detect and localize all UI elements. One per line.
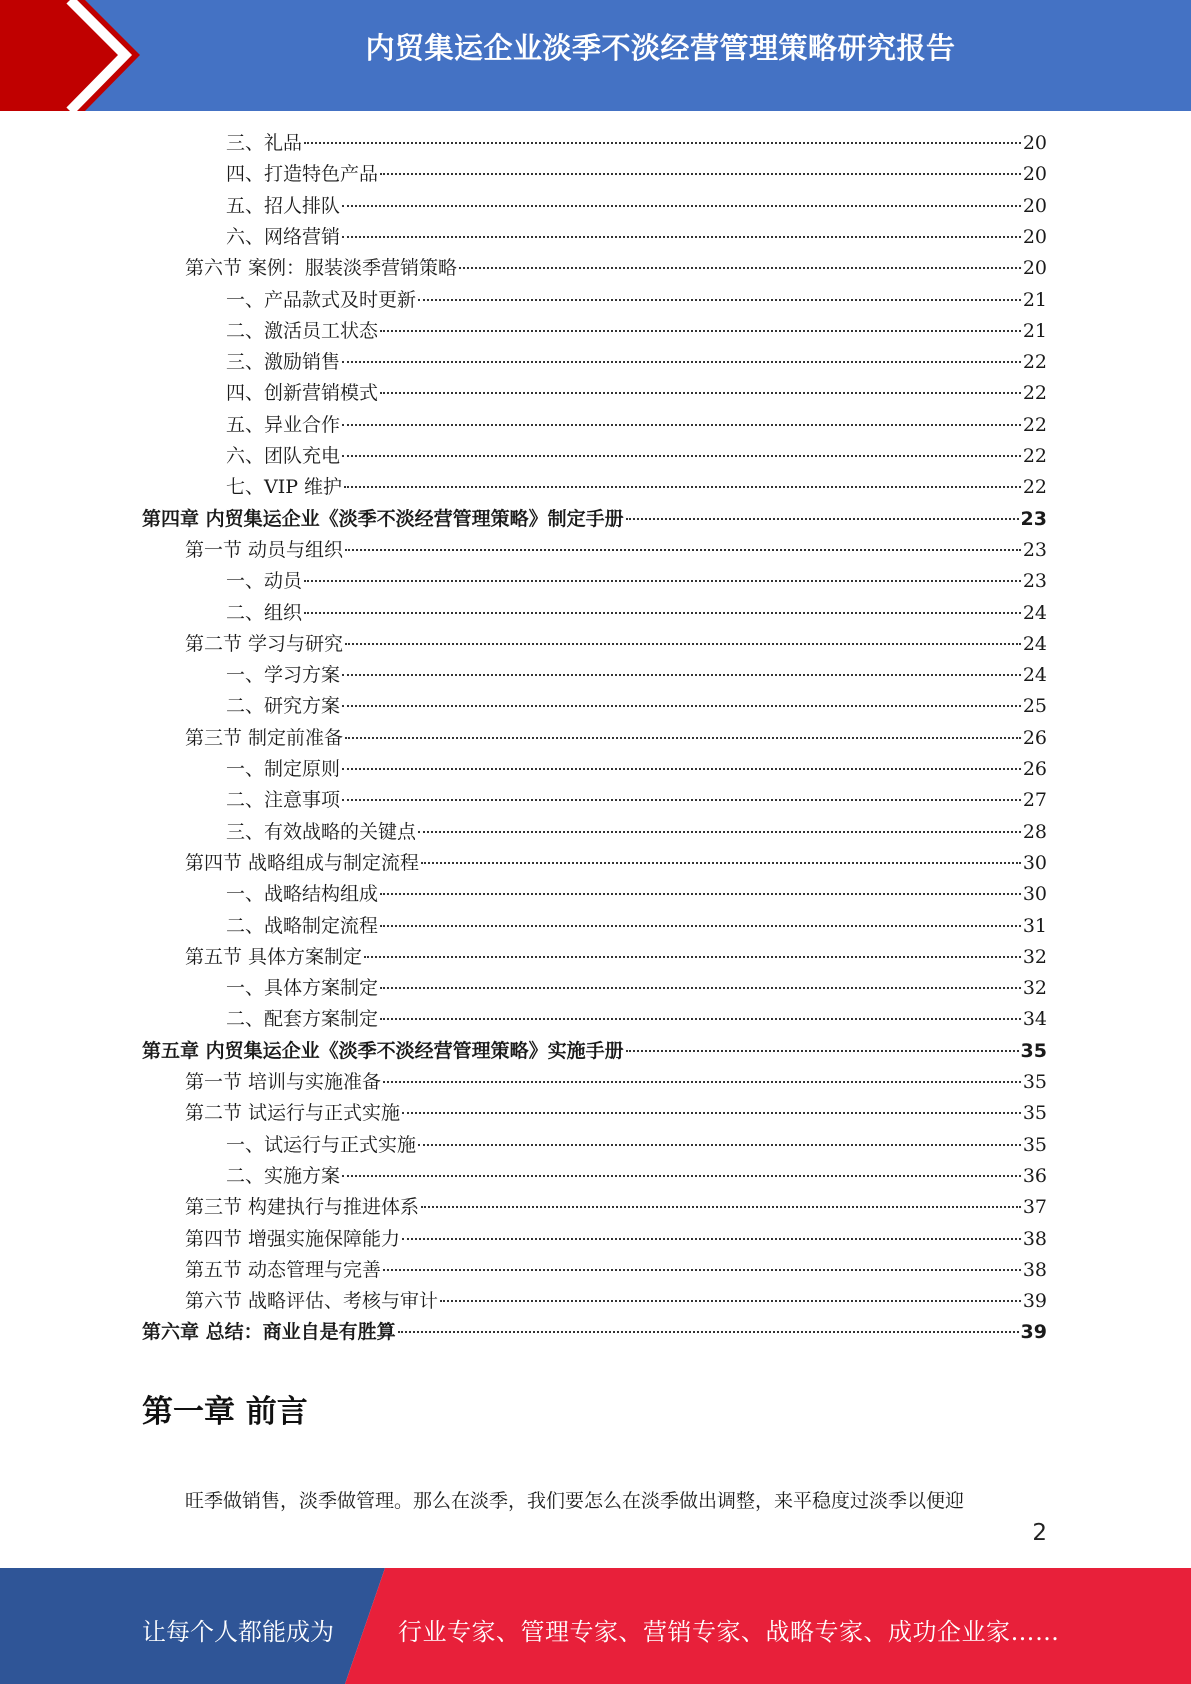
toc-entry-page: 22 <box>1022 351 1047 374</box>
toc-leader-dots <box>402 1238 1021 1240</box>
toc-section-entry[interactable] <box>185 1224 1047 1255</box>
toc-entry-page: 20 <box>1022 194 1047 217</box>
toc-leader-dots <box>342 1175 1021 1177</box>
page-footer <box>0 1568 1191 1684</box>
toc-entry-label: 第二节 试运行与正式实施 <box>185 1102 401 1125</box>
toc-entry-page: 20 <box>1022 163 1047 186</box>
toc-leader-dots <box>304 580 1021 582</box>
toc-subsection-entry[interactable] <box>226 222 1047 253</box>
toc-leader-dots <box>383 1269 1021 1271</box>
toc-leader-dots <box>345 643 1021 645</box>
toc-entry-page: 23 <box>1022 538 1047 561</box>
toc-entry-page: 35 <box>1022 1133 1047 1156</box>
toc-entry-page: 36 <box>1022 1164 1047 1187</box>
toc-subsection-entry[interactable] <box>226 879 1047 910</box>
toc-leader-dots <box>380 173 1021 175</box>
toc-entry-label: 第六节 战略评估、考核与审计 <box>185 1290 439 1313</box>
toc-leader-dots <box>345 737 1021 739</box>
toc-leader-dots <box>342 424 1021 426</box>
toc-leader-dots <box>418 1144 1021 1146</box>
toc-section-entry[interactable] <box>185 1192 1047 1223</box>
toc-subsection-entry[interactable] <box>226 660 1047 691</box>
toc-entry-label: 第一节 培训与实施准备 <box>185 1071 382 1093</box>
toc-entry-page: 30 <box>1022 851 1047 874</box>
toc-entry-page: 38 <box>1022 1258 1047 1281</box>
toc-entry-label: 一、试运行与正式实施 <box>226 1133 417 1156</box>
toc-entry-label: 一、制定原则 <box>226 758 341 780</box>
toc-leader-dots <box>344 486 1021 488</box>
toc-entry-page: 28 <box>1022 820 1047 843</box>
toc-entry-page: 26 <box>1022 726 1047 749</box>
toc-subsection-entry[interactable] <box>226 347 1047 378</box>
toc-subsection-entry[interactable] <box>226 973 1047 1004</box>
toc-entry-label: 第四节 战略组成与制定流程 <box>185 851 420 874</box>
toc-entry-label: 二、注意事项 <box>226 789 341 812</box>
toc-leader-dots <box>626 518 1019 520</box>
chapter-heading: 第一章 前言 <box>142 1394 308 1430</box>
toc-section-entry[interactable] <box>185 723 1047 754</box>
toc-entry-page: 21 <box>1022 319 1047 342</box>
toc-entry-label: 第六章 总结：商业自是有胜算 <box>142 1321 396 1344</box>
toc-section-entry[interactable] <box>185 1255 1047 1286</box>
toc-leader-dots <box>421 862 1021 864</box>
toc-leader-dots <box>304 612 1021 614</box>
toc-entry-page: 39 <box>1020 1321 1047 1344</box>
toc-subsection-entry[interactable] <box>226 159 1047 190</box>
toc-subsection-entry[interactable] <box>226 285 1047 316</box>
toc-leader-dots <box>304 142 1021 144</box>
toc-leader-dots <box>418 299 1021 301</box>
toc-leader-dots <box>440 1300 1021 1302</box>
toc-entry-page: 35 <box>1022 1071 1047 1093</box>
toc-entry-label: 第六节 案例：服装淡季营销策略 <box>185 257 458 280</box>
toc-subsection-entry[interactable] <box>226 128 1047 159</box>
toc-entry-label: 二、研究方案 <box>226 695 341 718</box>
toc-leader-dots <box>345 549 1021 551</box>
toc-entry-page: 38 <box>1022 1227 1047 1250</box>
toc-subsection-entry[interactable] <box>226 441 1047 472</box>
toc-leader-dots <box>380 1018 1021 1020</box>
toc-leader-dots <box>459 267 1021 269</box>
toc-subsection-entry[interactable] <box>226 316 1047 347</box>
toc-entry-label: 三、有效战略的关键点 <box>226 820 417 843</box>
toc-entry-page: 22 <box>1022 445 1047 467</box>
toc-subsection-entry[interactable] <box>226 754 1047 785</box>
toc-subsection-entry[interactable] <box>226 691 1047 722</box>
toc-subsection-entry[interactable] <box>226 410 1047 441</box>
toc-section-entry[interactable] <box>185 1067 1047 1098</box>
toc-subsection-entry[interactable] <box>226 1004 1047 1035</box>
toc-entry-page: 24 <box>1022 601 1047 624</box>
toc-leader-dots <box>342 361 1021 363</box>
toc-entry-label: 六、网络营销 <box>226 225 341 248</box>
toc-subsection-entry[interactable] <box>226 598 1047 629</box>
toc-entry-label: 三、激励销售 <box>226 351 341 374</box>
toc-entry-label: 第五节 动态管理与完善 <box>185 1258 382 1281</box>
toc-entry-page: 30 <box>1022 883 1047 906</box>
toc-entry-label: 第一节 动员与组织 <box>185 538 344 561</box>
toc-leader-dots <box>380 893 1021 895</box>
toc-entry-page: 22 <box>1022 476 1047 499</box>
toc-leader-dots <box>342 705 1021 707</box>
toc-subsection-entry[interactable] <box>226 817 1047 848</box>
toc-entry-label: 二、激活员工状态 <box>226 319 379 342</box>
toc-section-entry[interactable] <box>185 848 1047 879</box>
toc-entry-page: 20 <box>1022 132 1047 154</box>
toc-subsection-entry[interactable] <box>226 1130 1047 1161</box>
toc-leader-dots <box>342 205 1021 207</box>
toc-section-entry[interactable] <box>185 1098 1047 1129</box>
toc-entry-label: 五、异业合作 <box>226 413 341 436</box>
toc-leader-dots <box>342 674 1021 676</box>
toc-chapter-entry[interactable] <box>142 1036 1047 1067</box>
toc-section-entry[interactable] <box>185 942 1047 973</box>
toc-entry-label: 五、招人排队 <box>226 194 341 217</box>
toc-leader-dots <box>342 768 1021 770</box>
toc-entry-label: 一、战略结构组成 <box>226 883 379 906</box>
toc-subsection-entry[interactable] <box>226 785 1047 816</box>
toc-entry-label: 二、战略制定流程 <box>226 914 379 937</box>
toc-entry-page: 20 <box>1022 225 1047 248</box>
toc-entry-page: 39 <box>1022 1290 1047 1313</box>
toc-entry-page: 25 <box>1022 695 1047 718</box>
toc-entry-label: 第四节 增强实施保障能力 <box>185 1227 401 1250</box>
toc-entry-page: 20 <box>1022 257 1047 280</box>
toc-entry-label: 二、实施方案 <box>226 1164 341 1187</box>
toc-entry-label: 第三节 制定前准备 <box>185 726 344 749</box>
toc-leader-dots <box>380 330 1021 332</box>
toc-leader-dots <box>380 987 1021 989</box>
toc-entry-page: 23 <box>1020 507 1047 530</box>
toc-leader-dots <box>380 392 1021 394</box>
toc-leader-dots <box>342 236 1021 238</box>
toc-entry-label: 第三节 构建执行与推进体系 <box>185 1196 420 1219</box>
toc-leader-dots <box>402 1112 1021 1114</box>
toc-leader-dots <box>383 1081 1021 1083</box>
toc-entry-page: 21 <box>1022 288 1047 311</box>
page-header <box>0 0 1191 111</box>
toc-section-entry[interactable] <box>185 535 1047 566</box>
toc-leader-dots <box>626 1050 1019 1052</box>
toc-leader-dots <box>342 455 1021 457</box>
toc-subsection-entry[interactable] <box>226 911 1047 942</box>
toc-entry-page: 37 <box>1022 1196 1047 1219</box>
toc-entry-label: 二、组织 <box>226 601 303 624</box>
toc-entry-label: 四、打造特色产品 <box>226 163 379 186</box>
toc-entry-page: 23 <box>1022 570 1047 593</box>
toc-entry-page: 32 <box>1022 977 1047 1000</box>
toc-entry-page: 22 <box>1022 382 1047 405</box>
page-number: 2 <box>1032 1520 1047 1546</box>
toc-section-entry[interactable] <box>185 253 1047 284</box>
toc-entry-label: 第四章 内贸集运企业《淡季不淡经营管理策略》制定手册 <box>142 507 624 530</box>
toc-entry-label: 第二节 学习与研究 <box>185 632 344 655</box>
toc-entry-page: 27 <box>1022 789 1047 812</box>
toc-subsection-entry[interactable] <box>226 1161 1047 1192</box>
toc-leader-dots <box>342 799 1021 801</box>
toc-entry-label: 一、学习方案 <box>226 664 341 687</box>
toc-entry-label: 三、礼品 <box>226 132 303 154</box>
toc-subsection-entry[interactable] <box>226 566 1047 597</box>
toc-entry-label: 一、产品款式及时更新 <box>226 288 417 311</box>
toc-chapter-entry[interactable] <box>142 1317 1047 1348</box>
toc-subsection-entry[interactable] <box>226 378 1047 409</box>
toc-entry-page: 35 <box>1020 1039 1047 1062</box>
footer-slogan-left: 让每个人都能成为 <box>142 1618 334 1646</box>
toc-entry-label: 第五章 内贸集运企业《淡季不淡经营管理策略》实施手册 <box>142 1039 624 1062</box>
toc-entry-page: 26 <box>1022 758 1047 780</box>
toc-entry-page: 32 <box>1022 945 1047 968</box>
toc-entry-label: 七、VIP 维护 <box>226 476 343 499</box>
toc-subsection-entry[interactable] <box>226 472 1047 503</box>
toc-entry-label: 一、动员 <box>226 570 303 593</box>
toc-entry-page: 24 <box>1022 632 1047 655</box>
toc-entry-label: 一、具体方案制定 <box>226 977 379 1000</box>
document-title: 内贸集运企业淡季不淡经营管理策略研究报告 <box>365 31 956 65</box>
toc-section-entry[interactable] <box>185 629 1047 660</box>
toc-section-entry[interactable] <box>185 1286 1047 1317</box>
toc-entry-label: 第五节 具体方案制定 <box>185 945 363 968</box>
footer-slogan-right: 行业专家、管理专家、营销专家、战略专家、成功企业家…… <box>398 1618 1060 1646</box>
toc-subsection-entry[interactable] <box>226 191 1047 222</box>
header-arrow-graphic <box>0 0 160 111</box>
toc-entry-label: 二、配套方案制定 <box>226 1008 379 1031</box>
toc-entry-label: 六、团队充电 <box>226 445 341 467</box>
toc-entry-page: 31 <box>1022 914 1047 937</box>
body-paragraph: 旺季做销售，淡季做管理。那么在淡季，我们要怎么在淡季做出调整，来平稳度过淡季以便迎 <box>185 1490 965 1512</box>
toc-leader-dots <box>421 1206 1021 1208</box>
toc-leader-dots <box>398 1331 1019 1333</box>
toc-entry-page: 24 <box>1022 664 1047 687</box>
toc-entry-page: 34 <box>1022 1008 1047 1031</box>
toc-entry-page: 22 <box>1022 413 1047 436</box>
toc-entry-page: 35 <box>1022 1102 1047 1125</box>
toc-leader-dots <box>364 956 1021 958</box>
toc-chapter-entry[interactable] <box>142 504 1047 535</box>
toc-entry-label: 四、创新营销模式 <box>226 382 379 405</box>
toc-leader-dots <box>418 831 1021 833</box>
toc-leader-dots <box>380 925 1021 927</box>
